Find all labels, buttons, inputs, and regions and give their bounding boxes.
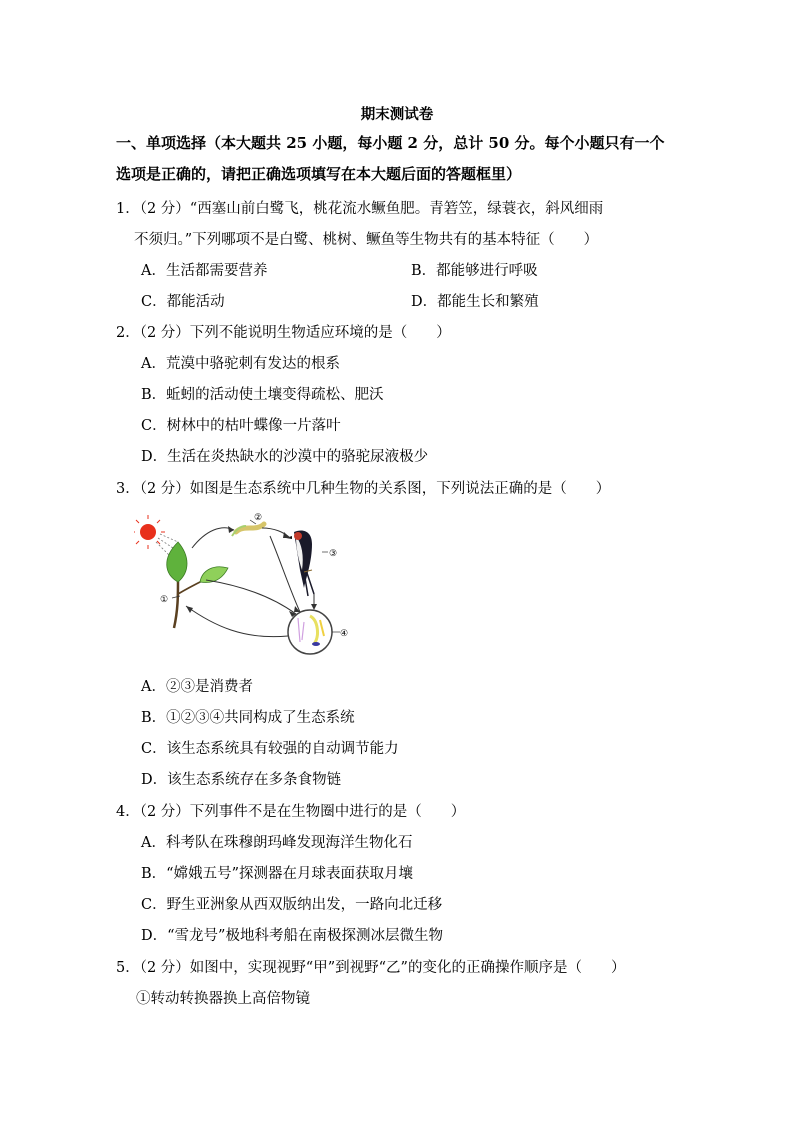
diagram-label-4: ④ [340, 629, 349, 639]
question-3-option-d: D．该生态系统存在多条食物链 [141, 772, 342, 788]
question-1-line-1: 1．（2 分）“西塞山前白鹭飞，桃花流水鳜鱼肥。青箬笠，绿蓑衣，斜风细雨 [116, 201, 604, 217]
question-2-line-1: 2．（2 分）下列不能说明生物适应环境的是（ ） [116, 325, 451, 341]
question-1-option-c: C．都能活动 [141, 294, 225, 310]
diagram-label-3: ③ [329, 549, 338, 559]
question-2-option-b: B．蚯蚓的活动使土壤变得疏松、肥沃 [141, 387, 384, 403]
caterpillar-icon [232, 524, 264, 536]
question-1-option-d: D．都能生长和繁殖 [411, 294, 539, 310]
question-2-option-d: D．生活在炎热缺水的沙漠中的骆驼尿液极少 [141, 449, 429, 465]
question-1-option-a: A．生活都需要营养 [141, 263, 268, 279]
question-3-option-b: B．①②③④共同构成了生态系统 [141, 710, 355, 726]
page-title: 期末测试卷 [360, 106, 434, 123]
ecosystem-diagram [134, 510, 354, 660]
question-3-option-c: C．该生态系统具有较强的自动调节能力 [141, 741, 399, 757]
plant-icon [167, 542, 228, 628]
question-4-option-d: D．“雪龙号”极地科考船在南极探测冰层微生物 [141, 928, 443, 944]
question-3-line-1: 3．（2 分）如图是生态系统中几种生物的关系图，下列说法正确的是（ ） [116, 481, 611, 497]
question-2-option-a: A．荒漠中骆驼刺有发达的根系 [141, 356, 340, 372]
diagram-label-1: ① [160, 595, 169, 605]
question-4-option-b: B．“嫦娥五号”探测器在月球表面获取月壤 [141, 866, 413, 882]
question-5-step-1: ①转动转换器换上高倍物镜 [136, 991, 310, 1007]
sun-icon [134, 515, 165, 549]
diagram-label-2: ② [254, 513, 263, 523]
question-1-line-2: 不须归。”下列哪项不是白鹭、桃树、鳜鱼等生物共有的基本特征（ ） [134, 232, 599, 248]
question-2-option-c: C．树林中的枯叶蝶像一片落叶 [141, 418, 341, 434]
question-1-option-b: B．都能够进行呼吸 [411, 263, 538, 279]
question-4-line-1: 4．（2 分）下列事件不是在生物圈中进行的是（ ） [116, 804, 466, 820]
section-heading: 一、单项选择（本大题共 25 小题，每小题 2 分，总计 50 分。每个小题只有一个选项是正确的，请把正确选项填写在本大题后面的答题框里） [116, 134, 665, 183]
question-5-line-1: 5．（2 分）如图中，实现视野“甲”到视野“乙”的变化的正确操作顺序是（ ） [116, 960, 626, 976]
question-4-option-c: C．野生亚洲象从西双版纳出发，一路向北迁移 [141, 897, 443, 913]
question-3-option-a: A．②③是消费者 [141, 679, 253, 695]
microorganism-icon [288, 610, 332, 654]
swallow-icon [286, 531, 314, 597]
question-4-option-a: A．科考队在珠穆朗玛峰发现海洋生物化石 [141, 835, 413, 851]
